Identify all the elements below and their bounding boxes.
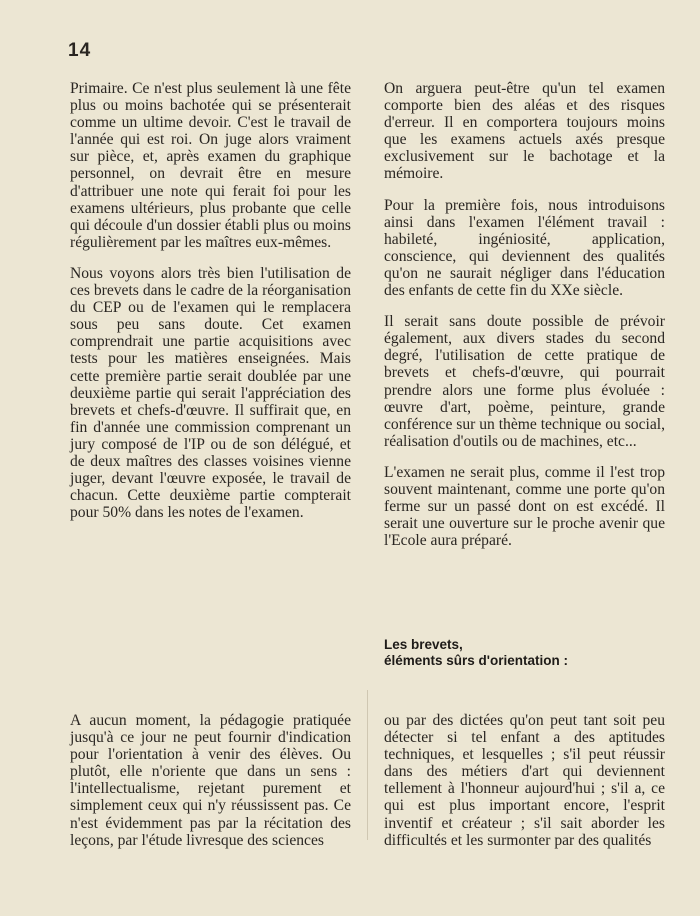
paragraph: Nous voyons alors très bien l'utilisation de ces brevets dans le cadre de la réorganisation du CEP ou de l'examen qui le remplacera sous peu sans doute. Cet examen comprendrait une partie acquisitions avec tests pour les matières enseignées. Mais cette première partie serait doublée par une deuxième partie qui serait l'appréciation des brevets et chefs-d'œuvre. Il suffirait que, en fin d'année une commission comprenant un jury composé de l'IP ou de son délégué, et de deux maîtres des classes voisines vienne juger, devant l'œuvre exposée, le travail de chacun. Cette deuxième partie compterait pour 50% dans les notes de l'examen. xyxy=(70,264,351,522)
column-divider xyxy=(367,690,368,840)
section-heading-line: Les brevets, xyxy=(384,637,463,652)
paragraph: On arguera peut-être qu'un tel examen comporte bien des aléas et des risques d'erreur. Il en comportera toujours moins que les examens actuels axés presque exclusivement sur le bachotage et la mémoire. xyxy=(384,80,665,183)
bottom-left-column xyxy=(70,712,351,863)
paragraph: Pour la première fois, nous introduisons ainsi dans l'examen l'élément travail : habileté, ingéniosité, application, conscience, qui deviennent des qualités qu'on ne saurait négliger dans l'éducation des enfants de cette fin du XXe siècle. xyxy=(384,196,665,300)
section-heading xyxy=(384,637,684,668)
bottom-right-column xyxy=(384,712,665,863)
paragraph: Il serait sans doute possible de prévoir également, aux divers stades du second degré, l'utilisation de cette pratique de brevets et chefs-d'œuvre, qui pourrait prendre alors une forme plus évoluée : œuvre d'art, poème, peinture, grande conférence sur un thème technique ou social, réalisation d'outils ou de machines, etc... xyxy=(384,313,666,450)
top-right-column xyxy=(384,80,665,563)
paragraph: A aucun moment, la pédagogie pratiquée jusqu'à ce jour ne peut fournir d'indication pour l'orientation à venir des élèves. Ou plutôt, elle n'oriente que dans un sens : l'intellectualisme, rejetant purement et simplement ceux qui n'y réussissent pas. Ce n'est évidemment pas par la récitation des leçons, par l'étude livresque des sciences xyxy=(70,712,351,849)
page-number: 14 xyxy=(68,40,92,61)
paragraph: Primaire. Ce n'est plus seulement là une fête plus ou moins bachotée qui se présenterait comme un ultime devoir. C'est le travail de l'année qui est roi. On juge alors vraiment sur pièce, et, après examen du graphique personnel, on devrait être en mesure d'attribuer une note qui ferait foi pour les examens ultérieurs, plus probante que celle qui découle d'un dossier établi plus ou moins régulièrement par les maîtres eux-mêmes. xyxy=(70,80,351,251)
top-left-column xyxy=(70,80,351,535)
paragraph: L'examen ne serait plus, comme il l'est trop souvent maintenant, comme une porte qu'on ferme sur un passé dont on est excédé. Il serait une ouverture sur le proche avenir que l'Ecole aura préparé. xyxy=(384,463,665,550)
paragraph: ou par des dictées qu'on peut tant soit peu détecter si tel enfant a des aptitudes techniques, et lesquelles ; s'il peut réussir dans des métiers d'art qui deviennent tellement à l'honneur aujourd'hui ; s'il a, ce qui est plus important encore, l'esprit inventif et créateur ; s'il sait aborder les difficultés et les surmonter par des qualités xyxy=(384,712,665,849)
section-heading-line: éléments sûrs d'orientation : xyxy=(384,652,568,668)
